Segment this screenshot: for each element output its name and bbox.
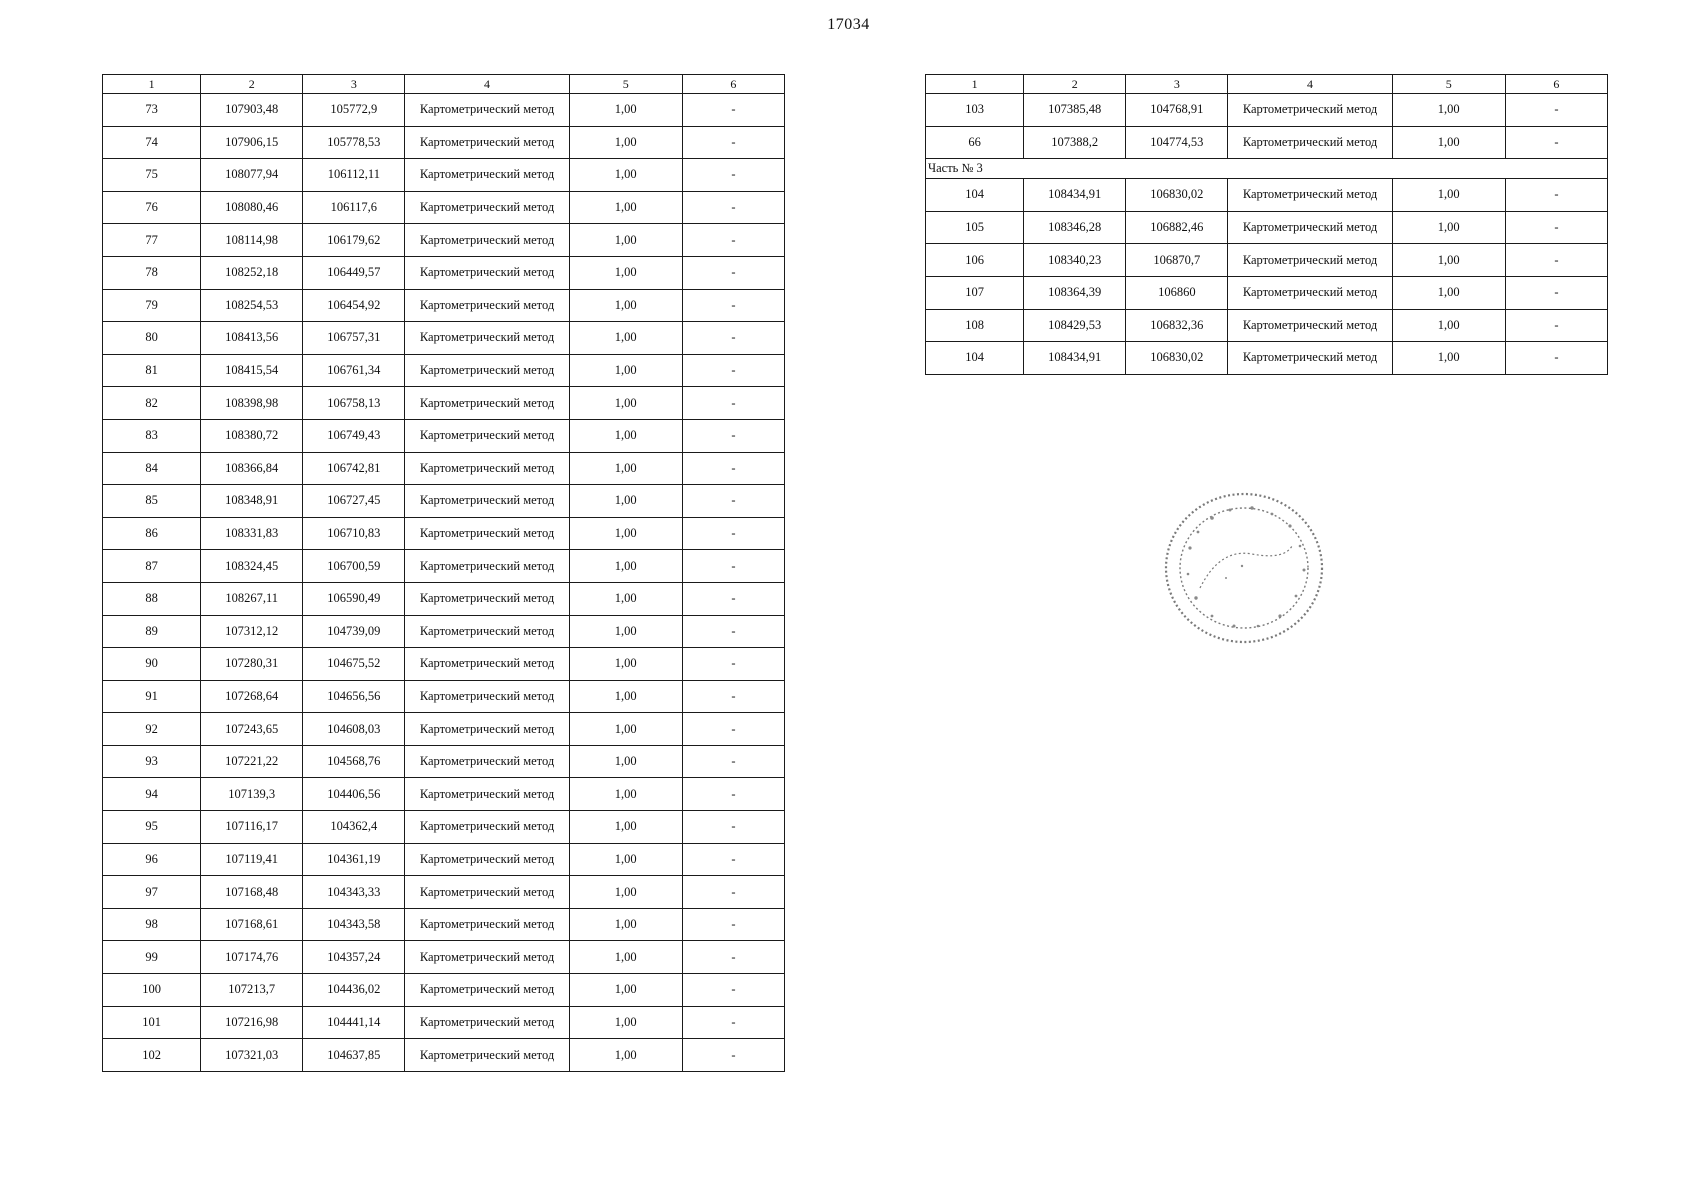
table-cell: 80: [103, 322, 201, 355]
table-cell: 99: [103, 941, 201, 974]
table-cell: 88: [103, 582, 201, 615]
table-cell: Картометрический метод: [1228, 179, 1392, 212]
table-cell: 107280,31: [201, 648, 303, 681]
table-cell: 104357,24: [303, 941, 405, 974]
column-header: 1: [103, 75, 201, 94]
table-cell: 1,00: [569, 94, 682, 127]
table-cell: 107388,2: [1024, 126, 1126, 159]
table-row: [926, 244, 1608, 277]
table-cell: 1,00: [1392, 342, 1505, 375]
table-cell: 107385,48: [1024, 94, 1126, 127]
table-cell: 108415,54: [201, 354, 303, 387]
table-cell: Картометрический метод: [405, 908, 569, 941]
table-row: [103, 1006, 785, 1039]
table-cell: 106710,83: [303, 517, 405, 550]
table-cell: 87: [103, 550, 201, 583]
table-cell: Картометрический метод: [1228, 309, 1392, 342]
table-cell: 108348,91: [201, 485, 303, 518]
table-row: [103, 322, 785, 355]
table-cell: Картометрический метод: [405, 941, 569, 974]
table-cell: 108267,11: [201, 582, 303, 615]
table-cell: 106870,7: [1126, 244, 1228, 277]
table-cell: 1,00: [569, 582, 682, 615]
table-cell: 106758,13: [303, 387, 405, 420]
table-cell: 1,00: [569, 191, 682, 224]
table-cell: Картометрический метод: [1228, 244, 1392, 277]
table-cell: 107221,22: [201, 745, 303, 778]
table-cell: 104568,76: [303, 745, 405, 778]
table-cell: 102: [103, 1039, 201, 1072]
table-cell: 1,00: [569, 941, 682, 974]
table-cell: 106761,34: [303, 354, 405, 387]
table-cell: Картометрический метод: [405, 680, 569, 713]
table-cell: 108: [926, 309, 1024, 342]
table-cell: 104774,53: [1126, 126, 1228, 159]
table-cell: -: [1505, 179, 1607, 212]
table-cell: 84: [103, 452, 201, 485]
table-row: [103, 908, 785, 941]
table-cell: 107168,61: [201, 908, 303, 941]
column-header: 6: [1505, 75, 1607, 94]
table-cell: 104436,02: [303, 974, 405, 1007]
table-cell: 1,00: [569, 680, 682, 713]
table-cell: 107116,17: [201, 811, 303, 844]
table-cell: 1,00: [569, 615, 682, 648]
table-cell: 1,00: [569, 550, 682, 583]
table-cell: 1,00: [569, 354, 682, 387]
table-cell: Картометрический метод: [1228, 342, 1392, 375]
table-row: [103, 517, 785, 550]
table-cell: 82: [103, 387, 201, 420]
table-cell: 1,00: [569, 159, 682, 192]
table-cell: -: [682, 452, 784, 485]
table-cell: 1,00: [1392, 126, 1505, 159]
table-cell: -: [682, 713, 784, 746]
table-cell: 100: [103, 974, 201, 1007]
table-row: [103, 159, 785, 192]
table-row: [103, 419, 785, 452]
table-cell: 107174,76: [201, 941, 303, 974]
column-header: 5: [569, 75, 682, 94]
page-number: 17034: [827, 16, 870, 33]
table-row: [926, 342, 1608, 375]
table-cell: -: [682, 811, 784, 844]
table-cell: 105778,53: [303, 126, 405, 159]
table-cell: Картометрический метод: [405, 387, 569, 420]
table-cell: Картометрический метод: [405, 256, 569, 289]
table-cell: 91: [103, 680, 201, 713]
table-cell: 76: [103, 191, 201, 224]
table-cell: 85: [103, 485, 201, 518]
table-cell: 104608,03: [303, 713, 405, 746]
table-cell: 77: [103, 224, 201, 257]
table-cell: 108324,45: [201, 550, 303, 583]
table-cell: 79: [103, 289, 201, 322]
table-cell: 106882,46: [1126, 211, 1228, 244]
table-cell: 107268,64: [201, 680, 303, 713]
table-cell: 104406,56: [303, 778, 405, 811]
table-cell: 92: [103, 713, 201, 746]
table-cell: Картометрический метод: [405, 713, 569, 746]
table-cell: Картометрический метод: [405, 517, 569, 550]
table-cell: 106832,36: [1126, 309, 1228, 342]
table-cell: 106749,43: [303, 419, 405, 452]
table-cell: -: [682, 843, 784, 876]
table-cell: 104768,91: [1126, 94, 1228, 127]
table-cell: -: [682, 419, 784, 452]
table-cell: -: [682, 94, 784, 127]
part-label: Часть № 3: [926, 159, 1608, 179]
table-cell: 108114,98: [201, 224, 303, 257]
table-cell: 106449,57: [303, 256, 405, 289]
table-cell: -: [1505, 309, 1607, 342]
table-cell: Картометрический метод: [405, 419, 569, 452]
table-cell: Картометрический метод: [405, 485, 569, 518]
table-cell: 1,00: [569, 485, 682, 518]
table-cell: -: [682, 191, 784, 224]
table-cell: 108364,39: [1024, 276, 1126, 309]
table-cell: -: [682, 648, 784, 681]
table-cell: Картометрический метод: [405, 159, 569, 192]
column-header: 3: [303, 75, 405, 94]
table-cell: 107139,3: [201, 778, 303, 811]
table-cell: 107168,48: [201, 876, 303, 909]
table-row: [103, 550, 785, 583]
table-cell: Картометрический метод: [405, 452, 569, 485]
table-cell: 106: [926, 244, 1024, 277]
table-cell: 73: [103, 94, 201, 127]
table-cell: 1,00: [569, 745, 682, 778]
table-cell: 107906,15: [201, 126, 303, 159]
table-cell: 107216,98: [201, 1006, 303, 1039]
table-cell: 86: [103, 517, 201, 550]
table-cell: 106179,62: [303, 224, 405, 257]
table-cell: 101: [103, 1006, 201, 1039]
table-cell: Картометрический метод: [1228, 126, 1392, 159]
table-cell: 106830,02: [1126, 179, 1228, 212]
table-cell: Картометрический метод: [405, 615, 569, 648]
table-row: [103, 713, 785, 746]
table-cell: -: [682, 974, 784, 1007]
table-cell: 1,00: [569, 517, 682, 550]
table-cell: Картометрический метод: [405, 322, 569, 355]
table-cell: 1,00: [569, 778, 682, 811]
table-row: [103, 648, 785, 681]
table-cell: 104739,09: [303, 615, 405, 648]
table-row: [103, 224, 785, 257]
table-row: [103, 1039, 785, 1072]
table-cell: 1,00: [569, 811, 682, 844]
table-cell: 106590,49: [303, 582, 405, 615]
table-cell: 1,00: [569, 843, 682, 876]
table-cell: 90: [103, 648, 201, 681]
table-cell: Картометрический метод: [405, 550, 569, 583]
table-row: [103, 191, 785, 224]
table-cell: 1,00: [569, 387, 682, 420]
table-cell: 1,00: [569, 876, 682, 909]
column-header: 3: [1126, 75, 1228, 94]
table-cell: 105: [926, 211, 1024, 244]
table-cell: -: [682, 778, 784, 811]
table-cell: -: [682, 387, 784, 420]
part-row: [926, 159, 1608, 179]
table-cell: 75: [103, 159, 201, 192]
table-cell: 104343,33: [303, 876, 405, 909]
column-header: 6: [682, 75, 784, 94]
table-cell: 96: [103, 843, 201, 876]
table-cell: 104656,56: [303, 680, 405, 713]
table-cell: 108366,84: [201, 452, 303, 485]
table-cell: -: [682, 908, 784, 941]
table-row: [103, 126, 785, 159]
table-cell: 66: [926, 126, 1024, 159]
table-cell: 108077,94: [201, 159, 303, 192]
table-cell: 104362,4: [303, 811, 405, 844]
table-cell: 104: [926, 342, 1024, 375]
table-cell: 106860: [1126, 276, 1228, 309]
table-row: [103, 485, 785, 518]
table-row: [926, 276, 1608, 309]
table-cell: -: [1505, 94, 1607, 127]
table-cell: 108252,18: [201, 256, 303, 289]
table-cell: -: [682, 615, 784, 648]
table-cell: -: [1505, 244, 1607, 277]
column-header: 5: [1392, 75, 1505, 94]
table-cell: 108429,53: [1024, 309, 1126, 342]
table-row: [103, 452, 785, 485]
table-row: [926, 211, 1608, 244]
table-cell: -: [682, 550, 784, 583]
table-row: [926, 94, 1608, 127]
column-header: 2: [201, 75, 303, 94]
table-cell: 106117,6: [303, 191, 405, 224]
table-cell: 104637,85: [303, 1039, 405, 1072]
table-cell: -: [1505, 126, 1607, 159]
table-cell: 107312,12: [201, 615, 303, 648]
table-cell: 1,00: [569, 452, 682, 485]
table-cell: 104361,19: [303, 843, 405, 876]
table-cell: 93: [103, 745, 201, 778]
table-cell: -: [682, 289, 784, 322]
table-cell: 107903,48: [201, 94, 303, 127]
table-cell: Картометрический метод: [405, 582, 569, 615]
table-cell: 105772,9: [303, 94, 405, 127]
table-row: [926, 126, 1608, 159]
table-cell: Картометрический метод: [405, 191, 569, 224]
table-row: [103, 876, 785, 909]
table-row: [103, 811, 785, 844]
table-cell: Картометрический метод: [1228, 211, 1392, 244]
table-cell: Картометрический метод: [405, 778, 569, 811]
table-body-left: [103, 94, 785, 1072]
table-cell: Картометрический метод: [405, 974, 569, 1007]
table-cell: 107243,65: [201, 713, 303, 746]
table-cell: Картометрический метод: [1228, 94, 1392, 127]
table-row: [103, 289, 785, 322]
table-cell: Картометрический метод: [405, 811, 569, 844]
table-cell: 106454,92: [303, 289, 405, 322]
column-header: 4: [405, 75, 569, 94]
table-cell: 104: [926, 179, 1024, 212]
table-cell: 1,00: [569, 419, 682, 452]
table-cell: 108254,53: [201, 289, 303, 322]
table-row: [103, 94, 785, 127]
column-header: 1: [926, 75, 1024, 94]
table-cell: 98: [103, 908, 201, 941]
table-cell: 74: [103, 126, 201, 159]
table-cell: Картометрический метод: [405, 289, 569, 322]
table-cell: 83: [103, 419, 201, 452]
table-cell: 108434,91: [1024, 342, 1126, 375]
table-cell: 78: [103, 256, 201, 289]
table-cell: 104441,14: [303, 1006, 405, 1039]
table-row: [103, 582, 785, 615]
table-cell: 1,00: [569, 648, 682, 681]
table-cell: Картометрический метод: [405, 1039, 569, 1072]
table-cell: -: [682, 680, 784, 713]
table-cell: 1,00: [1392, 94, 1505, 127]
round-seal-icon: [1160, 488, 1330, 648]
table-cell: -: [682, 322, 784, 355]
table-row: [926, 179, 1608, 212]
table-row: [103, 680, 785, 713]
table-cell: -: [682, 1006, 784, 1039]
table-cell: -: [1505, 276, 1607, 309]
table-cell: 1,00: [569, 224, 682, 257]
table-cell: 1,00: [569, 126, 682, 159]
table-cell: 108340,23: [1024, 244, 1126, 277]
table-cell: 104343,58: [303, 908, 405, 941]
table-cell: -: [682, 517, 784, 550]
column-header: 2: [1024, 75, 1126, 94]
table-cell: 108080,46: [201, 191, 303, 224]
table-cell: -: [682, 876, 784, 909]
table-row: [103, 615, 785, 648]
table-header-row: [103, 75, 785, 94]
table-row: [103, 387, 785, 420]
table-cell: 106742,81: [303, 452, 405, 485]
table-cell: 104675,52: [303, 648, 405, 681]
table-cell: 108413,56: [201, 322, 303, 355]
table-cell: 1,00: [569, 974, 682, 1007]
coordinates-table-right: [925, 74, 1608, 375]
table-cell: 108346,28: [1024, 211, 1126, 244]
table-body-right-bottom: [926, 179, 1608, 375]
table-cell: 107213,7: [201, 974, 303, 1007]
table-cell: -: [682, 126, 784, 159]
table-cell: 94: [103, 778, 201, 811]
table-cell: 1,00: [1392, 309, 1505, 342]
table-cell: Картометрический метод: [405, 224, 569, 257]
table-row: [103, 745, 785, 778]
table-cell: Картометрический метод: [405, 94, 569, 127]
table-cell: 107: [926, 276, 1024, 309]
table-row: [103, 256, 785, 289]
table-cell: -: [682, 256, 784, 289]
table-row: [103, 354, 785, 387]
table-cell: 1,00: [569, 1039, 682, 1072]
table-cell: 1,00: [569, 322, 682, 355]
table-cell: 89: [103, 615, 201, 648]
table-cell: -: [1505, 211, 1607, 244]
table-cell: 81: [103, 354, 201, 387]
table-header-row: [926, 75, 1608, 94]
table-cell: 108434,91: [1024, 179, 1126, 212]
table-cell: 1,00: [569, 1006, 682, 1039]
table-cell: Картометрический метод: [405, 648, 569, 681]
table-row: [103, 974, 785, 1007]
table-cell: 106757,31: [303, 322, 405, 355]
table-cell: Картометрический метод: [405, 745, 569, 778]
column-header: 4: [1228, 75, 1392, 94]
table-cell: Картометрический метод: [405, 354, 569, 387]
table-row: [103, 941, 785, 974]
table-row: [103, 843, 785, 876]
table-cell: 1,00: [1392, 276, 1505, 309]
table-cell: 106700,59: [303, 550, 405, 583]
table-cell: 1,00: [1392, 244, 1505, 277]
table-cell: -: [682, 485, 784, 518]
table-cell: -: [682, 1039, 784, 1072]
table-cell: 107119,41: [201, 843, 303, 876]
table-cell: 1,00: [569, 256, 682, 289]
table-cell: Картометрический метод: [405, 843, 569, 876]
table-cell: 106727,45: [303, 485, 405, 518]
table-cell: -: [682, 354, 784, 387]
table-cell: 108398,98: [201, 387, 303, 420]
table-cell: 95: [103, 811, 201, 844]
table-row: [103, 778, 785, 811]
table-cell: 106112,11: [303, 159, 405, 192]
table-cell: 97: [103, 876, 201, 909]
table-cell: 106830,02: [1126, 342, 1228, 375]
table-row: [926, 309, 1608, 342]
table-cell: -: [682, 159, 784, 192]
table-cell: 107321,03: [201, 1039, 303, 1072]
table-cell: 1,00: [1392, 211, 1505, 244]
table-cell: 103: [926, 94, 1024, 127]
table-cell: 108331,83: [201, 517, 303, 550]
table-cell: 1,00: [569, 713, 682, 746]
table-cell: 1,00: [1392, 179, 1505, 212]
table-body-right-top: [926, 94, 1608, 159]
coordinates-table-left: [102, 74, 785, 1072]
table-cell: -: [1505, 342, 1607, 375]
table-cell: 1,00: [569, 908, 682, 941]
part-section: [926, 159, 1608, 179]
table-cell: Картометрический метод: [405, 1006, 569, 1039]
table-cell: -: [682, 745, 784, 778]
table-cell: 1,00: [569, 289, 682, 322]
table-cell: Картометрический метод: [1228, 276, 1392, 309]
table-cell: -: [682, 582, 784, 615]
table-cell: -: [682, 224, 784, 257]
table-cell: 108380,72: [201, 419, 303, 452]
table-cell: Картометрический метод: [405, 126, 569, 159]
table-cell: -: [682, 941, 784, 974]
table-cell: Картометрический метод: [405, 876, 569, 909]
